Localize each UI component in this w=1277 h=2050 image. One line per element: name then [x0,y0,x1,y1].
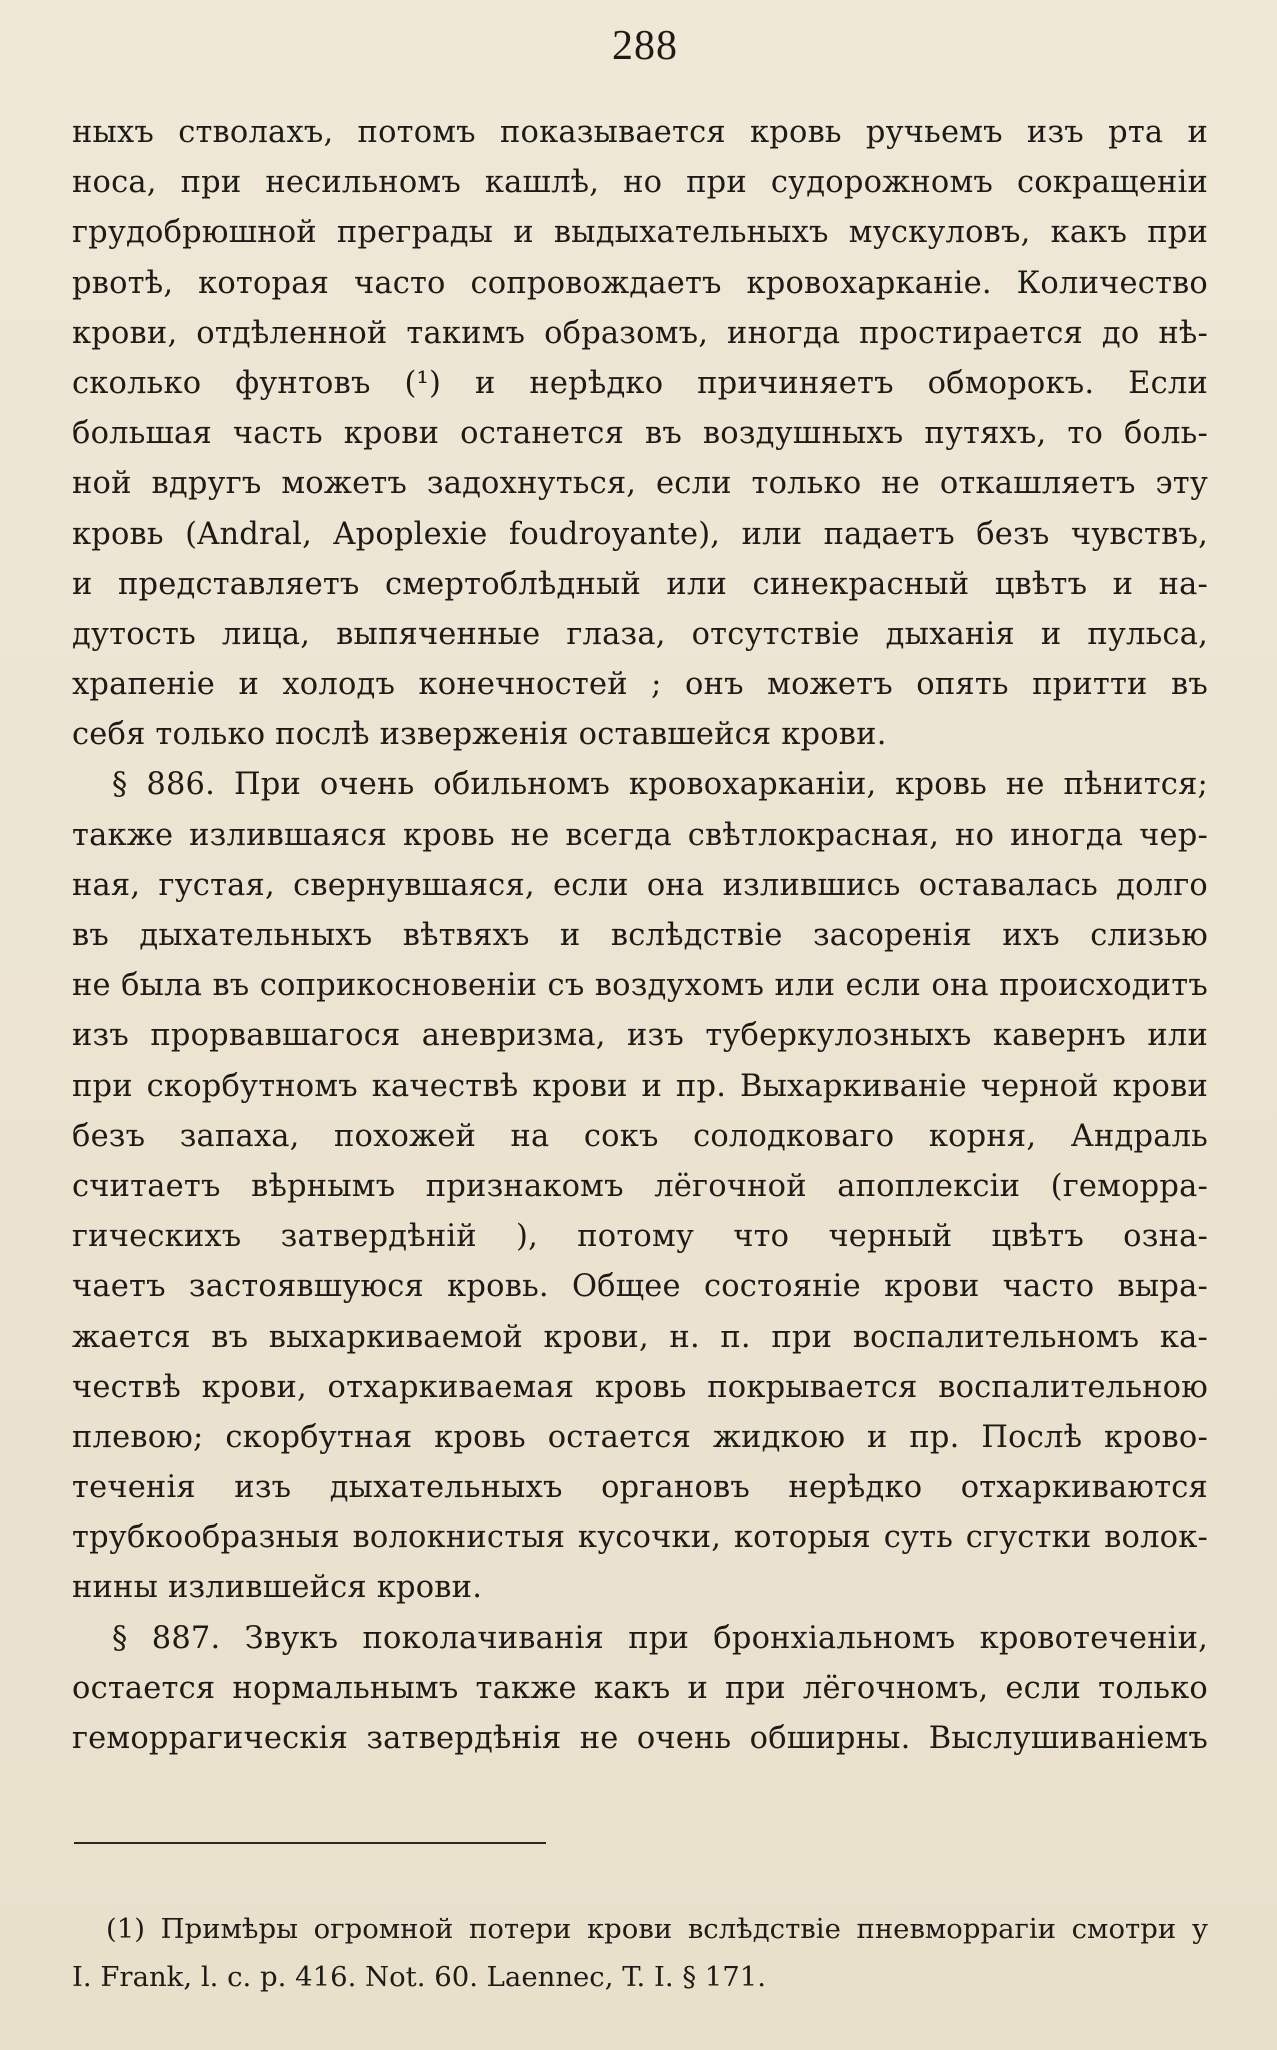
text-line: ныхъ стволахъ, потомъ показывается кровь ручьемъ изъ рта и [72,115,1208,150]
text-line: не была въ соприкосновеніи съ воздухомъ или если она происходитъ [72,968,1208,1004]
text-line: чаетъ застоявшуюся кровь. Общее состояніе крови часто выра- [72,1269,1208,1305]
text-line: носа, при несильномъ кашлѣ, но при судорожномъ сокращеніи [72,165,1208,201]
page-number: 288 [612,23,678,69]
text-line: ная, густая, свернувшаяся, если она излившись оставалась долго [72,867,1208,903]
section-887-line: § 887. Звукъ поколачиванія при бронхіальномъ кровотеченіи, [112,1620,1208,1656]
text-line: сколько фунтовъ (¹) и нерѣдко причиняетъ обморокъ. Если [72,365,1208,401]
text-line: плевою; скорбутная кровь остается жидкою и пр. Послѣ крово- [72,1419,1208,1455]
footnote-divider [74,1842,546,1844]
text-line: дутость лица, выпяченные глаза, отсутствіе дыханія и пульса, [72,616,1208,652]
text-line: чествѣ крови, отхаркиваемая кровь покрывается воспалительною [72,1369,1208,1405]
text-line: также излившаяся кровь не всегда свѣтлокрасная, но иногда чер- [72,817,1208,853]
text-line: считаетъ вѣрнымъ признакомъ лёгочной апоплексіи (геморра- [72,1168,1208,1204]
text-line: теченія изъ дыхательныхъ органовъ нерѣдко отхаркиваются [72,1470,1208,1506]
text-line: при скорбутномъ качествѣ крови и пр. Выхаркиваніе черной крови [72,1068,1208,1104]
text-line: изъ прорвавшагося аневризма, изъ туберкулозныхъ кавернъ или [72,1018,1208,1054]
text-line: рвотѣ, которая часто сопровождаетъ кровохарканіе. Количество [72,265,1208,301]
body-text [72,108,1208,1764]
text-line: и представляетъ смертоблѣдный или синекрасный цвѣтъ и на- [72,566,1208,602]
text-line: въ дыхательныхъ вѣтвяхъ и вслѣдствіе засоренія ихъ слизью [72,918,1208,953]
section-886-line: § 886. При очень обильномъ кровохарканіи, кровь не пѣнится; [112,767,1208,803]
footnote-line: I. Frank, l. c. p. 416. Not. 60. Laennec, T. I. § 171. [72,1961,767,1993]
text-line: себя только послѣ изверженія оставшейся крови. [72,717,887,753]
text-line: кровь (Andral, Apoplexie foudroyante), или падаетъ безъ чувствъ, [72,516,1208,552]
text-line: остается нормальнымъ также какъ и при лёгочномъ, если только [72,1670,1208,1706]
text-line: нины излившейся крови. [72,1570,483,1606]
footnotes [72,1905,1208,2001]
text-line: храпеніе и холодъ конечностей ; онъ можетъ опять притти въ [72,667,1208,703]
footnote-line: (1) Примѣры огромной потери крови вслѣдствіе пневморрагіи смотри у [106,1913,1208,1945]
text-line: грудобрюшной преграды и выдыхательныхъ мускуловъ, какъ при [72,215,1208,251]
text-line: крови, отдѣленной такимъ образомъ, иногда простирается до нѣ- [72,315,1208,351]
text-line: геморрагическія затвердѣнія не очень обширны. Выслушиваніемъ [72,1721,1208,1756]
text-line: трубкообразныя волокнистыя кусочки, которыя суть сгустки волок- [72,1520,1208,1556]
text-line: большая часть крови останется въ воздушныхъ путяхъ, то боль- [72,416,1208,452]
text-line: ной вдругъ можетъ задохнуться, если только не откашляетъ эту [72,466,1208,502]
text-line: жается въ выхаркиваемой крови, н. п. при воспалительномъ ка- [72,1319,1208,1355]
text-line: гическихъ затвердѣній ), потому что черный цвѣтъ озна- [72,1219,1208,1255]
text-line: безъ запаха, похожей на сокъ солодковаго корня, Андраль [72,1118,1208,1154]
